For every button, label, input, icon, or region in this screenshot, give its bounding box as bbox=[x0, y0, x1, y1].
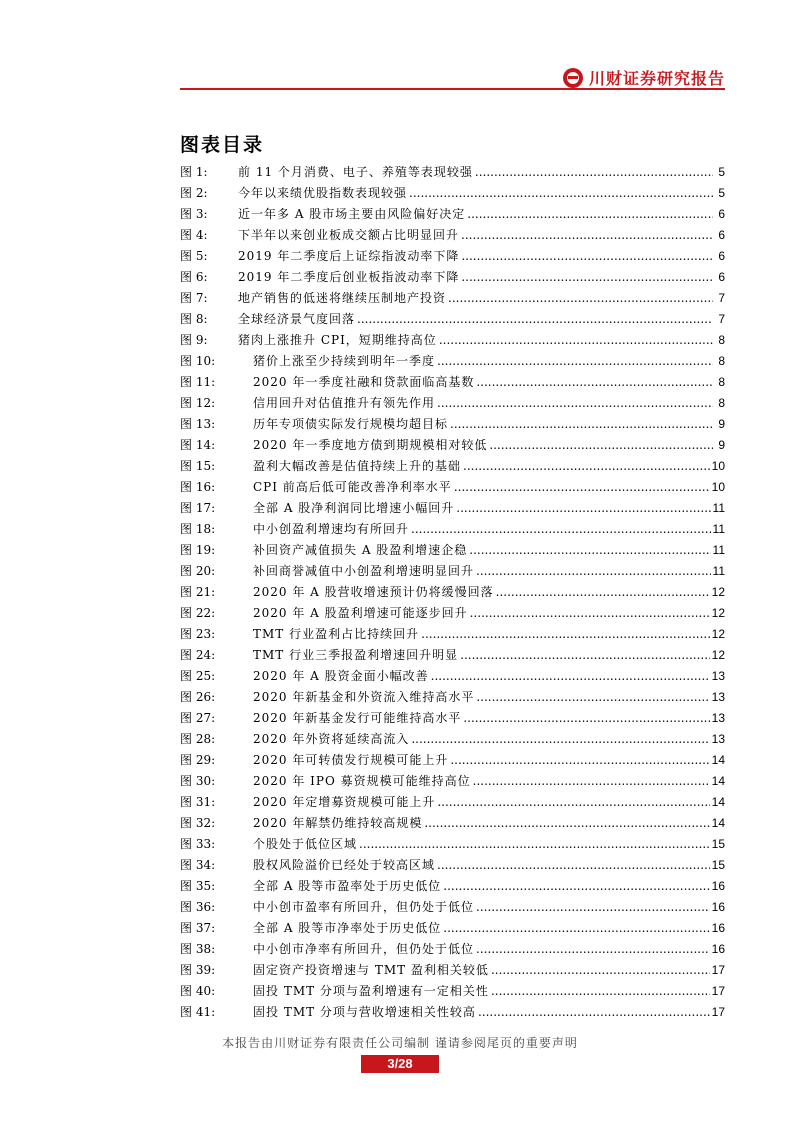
toc-entry[interactable] bbox=[180, 204, 725, 225]
toc-entry[interactable] bbox=[180, 330, 725, 351]
toc-dot-leader bbox=[496, 582, 710, 603]
toc-entry[interactable] bbox=[180, 393, 725, 414]
toc-entry[interactable] bbox=[180, 855, 725, 876]
toc-entry[interactable] bbox=[180, 960, 725, 981]
toc-figure-label: 图 2: bbox=[180, 186, 208, 200]
toc-figure-label: 图 23: bbox=[180, 627, 216, 641]
toc-figure-label: 图 40: bbox=[180, 984, 216, 998]
toc-figure-label: 图 38: bbox=[180, 942, 216, 956]
toc-dot-leader bbox=[491, 981, 710, 1002]
toc-figure-title: 猪肉上涨推升 CPI，短期维持高位 bbox=[238, 333, 437, 347]
toc-figure-label: 图 6: bbox=[180, 270, 208, 284]
toc-dot-leader bbox=[475, 162, 713, 183]
toc-dot-leader bbox=[476, 561, 711, 582]
toc-page-number: 6 bbox=[718, 228, 725, 242]
toc-dot-leader bbox=[489, 435, 713, 456]
toc-dot-leader bbox=[470, 603, 710, 624]
toc-entry[interactable] bbox=[180, 939, 725, 960]
toc-dot-leader bbox=[411, 729, 709, 750]
toc-entry[interactable] bbox=[180, 561, 725, 582]
toc-entry[interactable] bbox=[180, 1002, 725, 1023]
toc-dot-leader bbox=[469, 540, 710, 561]
toc-page-number: 6 bbox=[718, 207, 725, 221]
toc-dot-leader bbox=[450, 750, 709, 771]
toc-figure-label: 图 41: bbox=[180, 1005, 216, 1019]
toc-figure-title: TMT 行业三季报盈利增速回升明显 bbox=[253, 648, 459, 662]
toc-entry[interactable] bbox=[180, 246, 725, 267]
toc-figure-label: 图 35: bbox=[180, 879, 216, 893]
toc-page-number: 6 bbox=[718, 249, 725, 263]
toc-page-number: 14 bbox=[711, 795, 725, 809]
toc-figure-title: 信用回升对估值推升有领先作用 bbox=[253, 396, 436, 410]
toc-dot-leader bbox=[409, 183, 713, 204]
toc-figure-title: 全球经济景气度回落 bbox=[238, 312, 356, 326]
toc-dot-leader bbox=[421, 624, 710, 645]
toc-page-number: 16 bbox=[711, 879, 725, 893]
toc-figure-title: 2020 年 A 股资金面小幅改善 bbox=[253, 669, 429, 683]
toc-entry[interactable] bbox=[180, 771, 725, 792]
toc-entry[interactable] bbox=[180, 162, 725, 183]
toc-figure-label: 图 4: bbox=[180, 228, 208, 242]
toc-dot-leader bbox=[424, 813, 709, 834]
toc-entry[interactable] bbox=[180, 624, 725, 645]
toc-entry[interactable] bbox=[180, 435, 725, 456]
toc-page-number: 14 bbox=[711, 774, 725, 788]
toc-figure-label: 图 14: bbox=[180, 438, 216, 452]
toc-figure-title: 固投 TMT 分项与盈利增速有一定相关性 bbox=[253, 984, 489, 998]
toc-dot-leader bbox=[456, 498, 710, 519]
toc-page-number: 8 bbox=[718, 375, 725, 389]
toc-figure-label: 图 17: bbox=[180, 501, 216, 515]
toc-entry[interactable] bbox=[180, 540, 725, 561]
toc-dot-leader bbox=[461, 267, 713, 288]
toc-figure-title: TMT 行业盈利占比持续回升 bbox=[253, 627, 420, 641]
toc-entry[interactable] bbox=[180, 813, 725, 834]
toc-figure-label: 图 8: bbox=[180, 312, 208, 326]
toc-figure-label: 图 21: bbox=[180, 585, 216, 599]
toc-dot-leader bbox=[431, 666, 710, 687]
toc-entry[interactable] bbox=[180, 372, 725, 393]
toc-page-number: 7 bbox=[718, 312, 725, 326]
report-header bbox=[180, 60, 725, 90]
toc-figure-title: 2020 年新基金发行可能维持高水平 bbox=[253, 711, 462, 725]
toc-entry[interactable] bbox=[180, 309, 725, 330]
toc-page-number: 14 bbox=[711, 753, 725, 767]
toc-dot-leader bbox=[491, 960, 710, 981]
toc-page-number: 8 bbox=[718, 396, 725, 410]
toc-entry[interactable] bbox=[180, 729, 725, 750]
toc-dot-leader bbox=[476, 372, 713, 393]
toc-dot-leader bbox=[443, 918, 709, 939]
toc-figure-title: 2019 年二季度后创业板指波动率下降 bbox=[238, 270, 460, 284]
toc-figure-title: 2020 年新基金和外资流入维持高水平 bbox=[253, 690, 475, 704]
toc-figure-title: 中小创市净率有所回升，但仍处于低位 bbox=[253, 942, 475, 956]
toc-entry[interactable] bbox=[180, 183, 725, 204]
toc-entry[interactable] bbox=[180, 498, 725, 519]
toc-figure-label: 图 39: bbox=[180, 963, 216, 977]
header-divider bbox=[180, 88, 725, 90]
toc-figure-title: 股权风险溢价已经处于较高区域 bbox=[253, 858, 436, 872]
toc-dot-leader bbox=[463, 456, 710, 477]
toc-figure-title: 固投 TMT 分项与营收增速相关性较高 bbox=[253, 1005, 476, 1019]
toc-page-number: 8 bbox=[718, 333, 725, 347]
toc-figure-title: 全部 A 股净利润同比增速小幅回升 bbox=[253, 501, 455, 515]
toc-figure-label: 图 15: bbox=[180, 459, 216, 473]
toc-figure-title: CPI 前高后低可能改善净利率水平 bbox=[253, 480, 452, 494]
toc-entry[interactable] bbox=[180, 267, 725, 288]
toc-dot-leader bbox=[476, 939, 710, 960]
toc-entry[interactable] bbox=[180, 477, 725, 498]
toc-figure-title: 2020 年解禁仍维持较高规模 bbox=[253, 816, 423, 830]
toc-page-number: 8 bbox=[718, 354, 725, 368]
toc-figure-title: 个股处于低位区域 bbox=[253, 837, 358, 851]
toc-figure-label: 图 7: bbox=[180, 291, 208, 305]
toc-page-number: 12 bbox=[711, 585, 725, 599]
toc-figure-title: 地产销售的低迷将继续压制地产投资 bbox=[238, 291, 447, 305]
toc-page-number: 6 bbox=[718, 270, 725, 284]
toc-page-number: 11 bbox=[712, 564, 725, 578]
toc-figure-label: 图 18: bbox=[180, 522, 216, 536]
toc-figure-title: 2020 年 IPO 募资规模可能维持高位 bbox=[253, 774, 471, 788]
toc-figure-label: 图 31: bbox=[180, 795, 216, 809]
toc-page-number: 12 bbox=[711, 648, 725, 662]
toc-figure-title: 2020 年一季度社融和贷款面临高基数 bbox=[253, 375, 475, 389]
toc-page-number: 13 bbox=[711, 711, 725, 725]
toc-page-number: 16 bbox=[711, 921, 725, 935]
toc-figure-label: 图 32: bbox=[180, 816, 216, 830]
toc-figure-title: 2020 年可转债发行规模可能上升 bbox=[253, 753, 449, 767]
toc-dot-leader bbox=[463, 708, 709, 729]
toc-page-number: 14 bbox=[711, 816, 725, 830]
toc-figure-title: 中小创盈利增速均有所回升 bbox=[253, 522, 410, 536]
toc-figure-label: 图 11: bbox=[180, 375, 216, 389]
toc-figure-label: 图 26: bbox=[180, 690, 216, 704]
toc-entry[interactable] bbox=[180, 288, 725, 309]
toc-figure-title: 2020 年一季度地方债到期规模相对较低 bbox=[253, 438, 488, 452]
toc-dot-leader bbox=[437, 393, 713, 414]
toc-dot-leader bbox=[437, 792, 709, 813]
toc-dot-leader bbox=[476, 897, 710, 918]
toc-entry[interactable] bbox=[180, 456, 725, 477]
toc-figure-label: 图 34: bbox=[180, 858, 216, 872]
toc-figure-title: 下半年以来创业板成交额占比明显回升 bbox=[238, 228, 460, 242]
toc-entry[interactable] bbox=[180, 708, 725, 729]
toc-figure-label: 图 19: bbox=[180, 543, 216, 557]
toc-entry[interactable] bbox=[180, 603, 725, 624]
toc-page-number: 12 bbox=[711, 627, 725, 641]
toc-figure-label: 图 37: bbox=[180, 921, 216, 935]
page-number-badge: 3/28 bbox=[361, 1055, 439, 1073]
toc-figure-label: 图 10: bbox=[180, 354, 216, 368]
toc-page-number: 17 bbox=[711, 1005, 725, 1019]
footer-disclaimer: 本报告由川财证券有限责任公司编制 谨请参阅尾页的重要声明 bbox=[222, 1036, 578, 1050]
toc-figure-label: 图 29: bbox=[180, 753, 216, 767]
toc-dot-leader bbox=[454, 477, 710, 498]
toc-figure-title: 2020 年 A 股营收增速预计仍将缓慢回落 bbox=[253, 585, 494, 599]
toc-figure-title: 2020 年定增募资规模可能上升 bbox=[253, 795, 436, 809]
toc-figure-label: 图 13: bbox=[180, 417, 216, 431]
toc-figure-title: 2019 年二季度后上证综指波动率下降 bbox=[238, 249, 460, 263]
toc-page-number: 12 bbox=[711, 606, 725, 620]
brand-name: 川财证券研究报告 bbox=[588, 69, 725, 88]
toc-figure-title: 补回商誉减值中小创盈利增速明显回升 bbox=[253, 564, 475, 578]
toc-figure-title: 猪价上涨至少持续到明年一季度 bbox=[253, 354, 436, 368]
toc-figure-title: 全部 A 股等市净率处于历史低位 bbox=[253, 921, 442, 935]
toc-page-number: 10 bbox=[711, 480, 725, 494]
toc-figure-label: 图 33: bbox=[180, 837, 216, 851]
toc-figure-label: 图 22: bbox=[180, 606, 216, 620]
toc-entry[interactable] bbox=[180, 351, 725, 372]
toc-dot-leader bbox=[460, 645, 710, 666]
toc-entry[interactable] bbox=[180, 582, 725, 603]
toc-page-number: 13 bbox=[711, 669, 725, 683]
toc-page-number: 10 bbox=[711, 459, 725, 473]
toc-dot-leader bbox=[437, 351, 713, 372]
toc-figure-label: 图 9: bbox=[180, 333, 208, 347]
toc-figure-label: 图 3: bbox=[180, 207, 208, 221]
toc-entry[interactable] bbox=[180, 750, 725, 771]
toc-page-number: 13 bbox=[711, 732, 725, 746]
toc-figure-title: 补回资产减值损失 A 股盈利增速企稳 bbox=[253, 543, 468, 557]
toc-entry[interactable] bbox=[180, 645, 725, 666]
toc-figure-label: 图 28: bbox=[180, 732, 216, 746]
toc-figure-label: 图 27: bbox=[180, 711, 216, 725]
toc-figure-label: 图 30: bbox=[180, 774, 216, 788]
toc-figure-title: 盈利大幅改善是估值持续上升的基础 bbox=[253, 459, 462, 473]
toc-dot-leader bbox=[450, 414, 713, 435]
toc-page-number: 16 bbox=[711, 900, 725, 914]
toc-page-number: 9 bbox=[718, 438, 725, 452]
toc-page-number: 9 bbox=[718, 417, 725, 431]
section-title: 图表目录 bbox=[180, 134, 265, 156]
toc-entry[interactable] bbox=[180, 834, 725, 855]
toc-dot-leader bbox=[476, 687, 709, 708]
chuancai-logo-icon bbox=[563, 68, 583, 88]
toc-page-number: 17 bbox=[711, 984, 725, 998]
toc-figure-label: 图 24: bbox=[180, 648, 216, 662]
toc-dot-leader bbox=[467, 204, 713, 225]
toc-dot-leader bbox=[359, 834, 710, 855]
table-of-figures bbox=[180, 162, 725, 1023]
toc-entry[interactable] bbox=[180, 519, 725, 540]
toc-entry[interactable] bbox=[180, 414, 725, 435]
toc-figure-title: 2020 年 A 股盈利增速可能逐步回升 bbox=[253, 606, 468, 620]
brand bbox=[563, 66, 725, 89]
toc-entry[interactable] bbox=[180, 918, 725, 939]
toc-entry[interactable] bbox=[180, 981, 725, 1002]
toc-dot-leader bbox=[478, 1002, 710, 1023]
toc-dot-leader bbox=[357, 309, 713, 330]
toc-figure-label: 图 1: bbox=[180, 165, 208, 179]
toc-dot-leader bbox=[439, 330, 713, 351]
toc-entry[interactable] bbox=[180, 792, 725, 813]
toc-figure-title: 近一年多 A 股市场主要由风险偏好决定 bbox=[238, 207, 466, 221]
toc-figure-title: 前 11 个月消费、电子、养殖等表现较强 bbox=[238, 165, 473, 179]
toc-figure-label: 图 16: bbox=[180, 480, 216, 494]
toc-figure-title: 中小创市盈率有所回升，但仍处于低位 bbox=[253, 900, 475, 914]
toc-figure-title: 历年专项债实际发行规模均超目标 bbox=[253, 417, 449, 431]
toc-dot-leader bbox=[473, 771, 710, 792]
toc-figure-label: 图 20: bbox=[180, 564, 216, 578]
toc-page-number: 15 bbox=[711, 837, 725, 851]
toc-dot-leader bbox=[461, 246, 713, 267]
toc-figure-title: 全部 A 股等市盈率处于历史低位 bbox=[253, 879, 442, 893]
toc-entry[interactable] bbox=[180, 876, 725, 897]
toc-page-number: 16 bbox=[711, 942, 725, 956]
toc-page-number: 11 bbox=[712, 522, 725, 536]
toc-figure-label: 图 25: bbox=[180, 669, 216, 683]
toc-figure-title: 今年以来绩优股指数表现较强 bbox=[238, 186, 408, 200]
toc-entry[interactable] bbox=[180, 897, 725, 918]
toc-page-number: 13 bbox=[711, 690, 725, 704]
toc-page-number: 11 bbox=[712, 543, 725, 557]
toc-entry[interactable] bbox=[180, 666, 725, 687]
toc-entry[interactable] bbox=[180, 225, 725, 246]
toc-dot-leader bbox=[461, 225, 713, 246]
toc-dot-leader bbox=[437, 855, 710, 876]
toc-page-number: 7 bbox=[718, 291, 725, 305]
toc-figure-label: 图 36: bbox=[180, 900, 216, 914]
toc-entry[interactable] bbox=[180, 687, 725, 708]
toc-dot-leader bbox=[411, 519, 711, 540]
toc-figure-title: 固定资产投资增速与 TMT 盈利相关较低 bbox=[253, 963, 489, 977]
toc-figure-label: 图 5: bbox=[180, 249, 208, 263]
toc-page-number: 15 bbox=[711, 858, 725, 872]
toc-figure-title: 2020 年外资将延续高流入 bbox=[253, 732, 410, 746]
toc-page-number: 5 bbox=[718, 186, 725, 200]
toc-figure-label: 图 12: bbox=[180, 396, 216, 410]
toc-dot-leader bbox=[448, 288, 713, 309]
toc-dot-leader bbox=[443, 876, 709, 897]
toc-page-number: 5 bbox=[718, 165, 725, 179]
toc-page-number: 11 bbox=[712, 501, 725, 515]
toc-page-number: 17 bbox=[711, 963, 725, 977]
